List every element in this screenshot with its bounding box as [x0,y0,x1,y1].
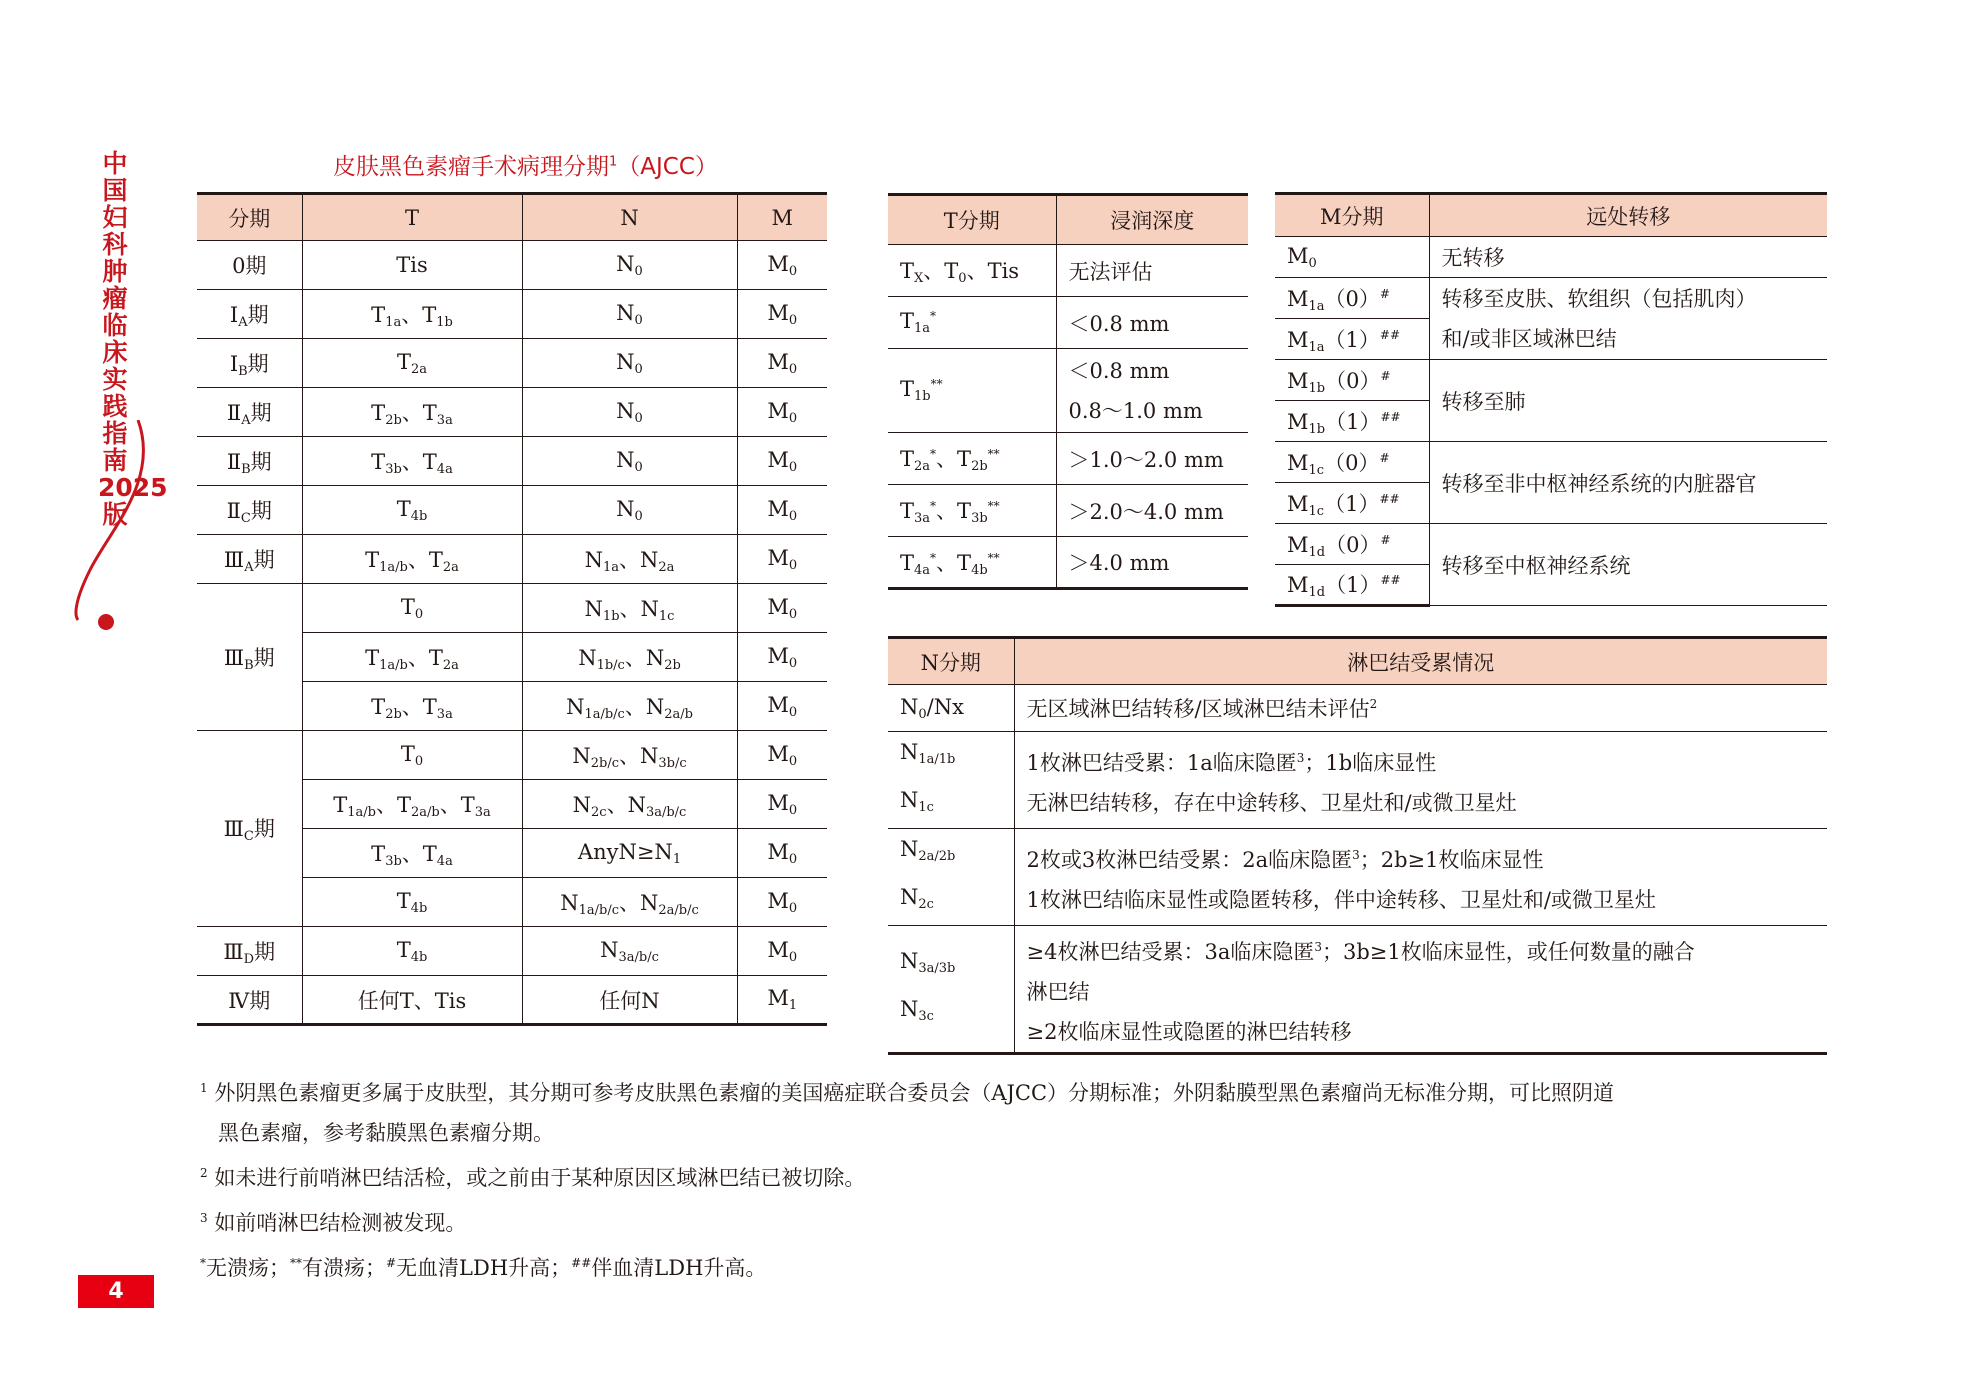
table-row: $M_0$ 无转移 [1275,237,1827,278]
table-row: $M_{1a}(0)^{\#}$ 转移至皮肤、软组织（包括肌肉） 和/或非区域淋巴结 [1275,278,1827,319]
header-t: T [302,194,522,241]
header-m-stage: M分期 [1275,194,1429,237]
footnote-2: $^2$ 如未进行前哨淋巴结活检，或之前由于某种原因区域淋巴结已被切除。 [200,1166,866,1190]
sidebar-title: 中国妇科肿瘤临床实践指南2025版 [98,149,168,529]
header-m: M [737,194,827,241]
table-row: $Ⅱ_C$期 $T_{4b}$ $N_0$ $M_0$ [197,486,827,535]
header-n-stage: N分期 [888,638,1014,685]
table-row: $T_{1b}^{**}$ ＜0.8 mm 0.8～1.0 mm [888,349,1248,433]
table-row: $T_{1a/b}$、$T_{2a}$ $N_{1b/c}$、$N_{2b}$ $M_0$ [197,633,827,682]
header-n: N [522,194,737,241]
table-row: $T_{1a}^*$ ＜0.8 mm [888,297,1248,349]
table-row: $M_{1a}(1)^{\#\#}$ [1275,319,1827,360]
table-row: $Ⅱ_B$期 $T_{3b}$、$T_{4a}$ $N_0$ $M_0$ [197,437,827,486]
table-row: $M_{1b}(1)^{\#\#}$ [1275,401,1827,442]
table-row: $Ⅱ_A$期 $T_{2b}$、$T_{3a}$ $N_0$ $M_0$ [197,388,827,437]
table-row: $Ⅲ_D$期 $T_{4b}$ $N_{3a/b/c}$ $M_0$ [197,927,827,976]
table-row: $N_{2a/2b}$ $N_{2c}$ 2枚或3枚淋巴结受累：2a临床隐匿$^3$；2b≥1枚临床显性 1枚淋巴结临床显性或隐匿转移，伴中途转移、卫星灶和/或微卫星灶 [888,829,1827,926]
table-row: Ⅳ期 任何T、Tis 任何N $M_1$ [197,976,827,1025]
table-row: $T_{3a}^*$、$T_{3b}^{**}$ ＞2.0～4.0 mm [888,485,1248,537]
staging-table [197,192,827,1026]
table-row: $T_{4b}$ $N_{1a/b/c}$、$N_{2a/b/c}$ $M_0$ [197,878,827,927]
table-row: $N_0/Nx$ 无区域淋巴结转移/区域淋巴结未评估$^2$ [888,685,1827,732]
table-row: $M_{1d}(0)^{\#}$ 转移至中枢神经系统 [1275,524,1827,565]
table-row: $Ⅲ_A$期 $T_{1a/b}$、$T_{2a}$ $N_{1a}$、$N_{2a}$ $M_0$ [197,535,827,584]
table-row: $N_{3a/3b}$ $N_{3c}$ ≥4枚淋巴结受累：3a临床隐匿$^3$；3b≥1枚临床显性，或任何数量的融合 淋巴结 ≥2枚临床显性或隐匿的淋巴结转移 [888,926,1827,1054]
header-stage: 分期 [197,194,302,241]
table-row: $T_{3b}$、$T_{4a}$ $AnyN\ge N_1$ $M_0$ [197,829,827,878]
footnotes: $^1$ 外阴黑色素瘤更多属于皮肤型，其分期可参考皮肤黑色素瘤的美国癌症联合委员会（AJCC）分期标准；外阴黏膜型黑色素瘤尚无标准分期，可比照阴道 黑色素瘤，参考黏膜黑色素瘤分期。 $^2$ 如未进行前哨淋巴结活检，或之前由于某种原因区域淋巴结已被切除。 $^3$ 如前哨淋巴结检测被发现。 *无溃疡；**有溃疡；#无血清LDH升高；##伴血清LDH升高。 [200,1068,1840,1288]
page-number: 4 [78,1275,154,1308]
footnote-3: $^3$ 如前哨淋巴结检测被发现。 [200,1211,467,1235]
table-row: $N_{1a/1b}$ $N_{1c}$ 1枚淋巴结受累：1a临床隐匿$^3$；1b临床显性 无淋巴结转移，存在中途转移、卫星灶和/或微卫星灶 [888,732,1827,829]
table-row: 0期 Tis $N_0$ $M_0$ [197,241,827,290]
footnote-1: $^1$ 外阴黑色素瘤更多属于皮肤型，其分期可参考皮肤黑色素瘤的美国癌症联合委员会（AJCC）分期标准；外阴黏膜型黑色素瘤尚无标准分期，可比照阴道 [200,1081,1615,1105]
table-row: $T_{4a}^*$、$T_{4b}^{**}$ ＞4.0 mm [888,537,1248,589]
table-row: $T_{1a/b}$、$T_{2a/b}$、$T_{3a}$ $N_{2c}$、$N_{3a/b/c}$ $M_0$ [197,780,827,829]
table-row: $Ⅲ_B$期 $T_0$ $N_{1b}$、$N_{1c}$ $M_0$ [197,584,827,633]
m-stage-table [1275,192,1827,607]
decorative-curve [70,420,150,640]
table-row: $Ⅲ_C$期 $T_0$ $N_{2b/c}$、$N_{3b/c}$ $M_0$ [197,731,827,780]
table-row: $T_{2b}$、$T_{3a}$ $N_{1a/b/c}$、$N_{2a/b}$ $M_0$ [197,682,827,731]
table-row: $M_{1c}(1)^{\#\#}$ [1275,483,1827,524]
t-stage-table [888,193,1248,590]
table-row: $M_{1c}(0)^{\#}$ 转移至非中枢神经系统的内脏器官 [1275,442,1827,483]
header-t-stage: T分期 [888,195,1056,245]
n-stage-table [888,636,1827,1055]
header-depth: 浸润深度 [1056,195,1248,245]
header-lymph: 淋巴结受累情况 [1014,638,1827,685]
table-row: $M_{1b}(0)^{\#}$ 转移至肺 [1275,360,1827,401]
table-row: $Ⅰ_A$期 $T_{1a}$、$T_{1b}$ $N_0$ $M_0$ [197,290,827,339]
header-metastasis: 远处转移 [1429,194,1827,237]
table-row: $M_{1d}(1)^{\#\#}$ [1275,565,1827,606]
staging-table-title: 皮肤黑色素瘤手术病理分期$^1$（AJCC） [333,154,718,180]
table-row: $T_X$、$T_0$、Tis 无法评估 [888,245,1248,297]
footnote-symbols: *无溃疡；**有溃疡；#无血清LDH升高；##伴血清LDH升高。 [200,1256,767,1280]
table-row: $T_{2a}^*$、$T_{2b}^{**}$ ＞1.0～2.0 mm [888,433,1248,485]
table-row: $Ⅰ_B$期 $T_{2a}$ $N_0$ $M_0$ [197,339,827,388]
